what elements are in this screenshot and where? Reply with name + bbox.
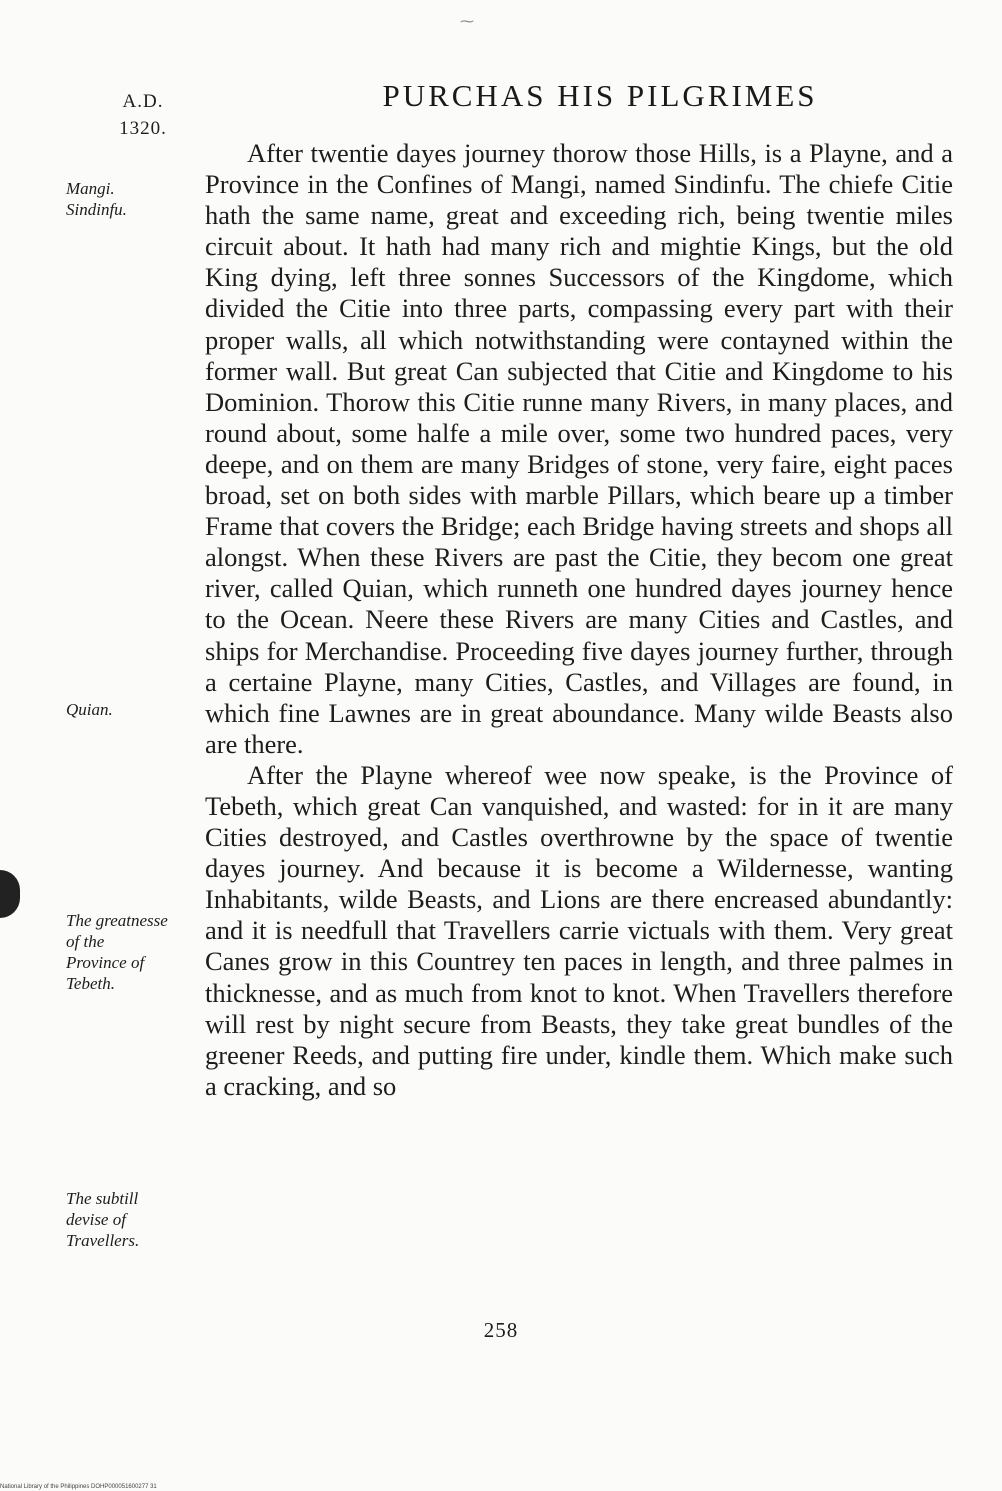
margin-year — [108, 88, 178, 142]
margin-note-line: Travellers. — [66, 1231, 140, 1250]
running-title: PURCHAS HIS PILGRIMES — [382, 78, 818, 113]
margin-note-travellers — [66, 1188, 201, 1251]
margin-note-line: Quian. — [66, 700, 113, 719]
margin-note-line: devise of — [66, 1210, 126, 1229]
year-label: A.D. — [122, 91, 164, 112]
margin-note-line: Province of — [66, 953, 145, 972]
body-text — [205, 138, 953, 1102]
print-mark-decoration: ⁓ — [460, 15, 474, 30]
margin-note-tebeth — [66, 910, 201, 994]
paragraph-sindinfu: After twentie dayes journey thorow those Hills, is a Playne, and a Province in the Confines of Mangi, named Sindinfu. The chiefe Citie hath the same name, great and exceeding rich, being twentie miles circuit about. It hath had many rich and mightie Kings, but the old King dying, left three sonnes Successors of the Kingdome, which divided the Citie into three parts, compassing every part with their proper walls, all which notwithstanding were contayned within the former wall. But great Can subjected that Citie and Kingdome to his Dominion. Thorow this Citie runne many Rivers, in many places, and round about, some halfe a mile over, some two hundred paces, very deepe, and on them are many Bridges of stone, very faire, eight paces broad, set on both sides with marble Pillars, which beare up a timber Frame that covers the Bridge; each Bridge having streets and shops all alongst. When these Rivers are past the Citie, they becom one great river, called Quian, which runneth one hundred dayes journey hence to the Ocean. Neere these Rivers are many Cities and Castles, and ships for Merchandise. Proceeding five dayes journey further, through a certaine Playne, many Cities, Castles, and Villages are found, in which fine Lawnes are in great aboundance. Many wilde Beasts also are there. — [205, 138, 953, 759]
year-value: 1320. — [119, 118, 167, 139]
margin-note-line: of the — [66, 932, 105, 951]
margin-note-quian — [66, 699, 201, 720]
scan-artifact-decoration — [0, 870, 20, 918]
page-number: 258 — [483, 1318, 519, 1342]
paragraph-tebeth: After the Playne whereof wee now speake, is the Province of Tebeth, which great Can vanquished, and wasted: for in it are many Cities destroyed, and Castles overthrowne by the space of twentie dayes journey. And because it is become a Wildernesse, wanting Inhabitants, wilde Beasts, and Lions are there encreased abundantly: and it is needfull that Travellers carrie victuals with them. Very great Canes grow in this Countrey ten paces in length, and three palmes in thicknesse, and as much from knot to knot. When Travellers therefore will rest by night secure from Beasts, they take great bundles of the greener Reeds, and putting fire under, kindle them. Which make such a cracking, and so — [205, 759, 953, 1101]
library-footer: National Library of the Philippines DOHP000051600277 31 — [0, 1484, 157, 1490]
margin-note-line: The greatnesse — [66, 911, 168, 930]
margin-note-line: Tebeth. — [66, 974, 115, 993]
margin-note-line: Mangi. — [66, 179, 115, 198]
margin-note-line: Sindinfu. — [66, 200, 127, 219]
margin-note-mangi — [66, 178, 201, 220]
margin-note-line: The subtill — [66, 1189, 139, 1208]
